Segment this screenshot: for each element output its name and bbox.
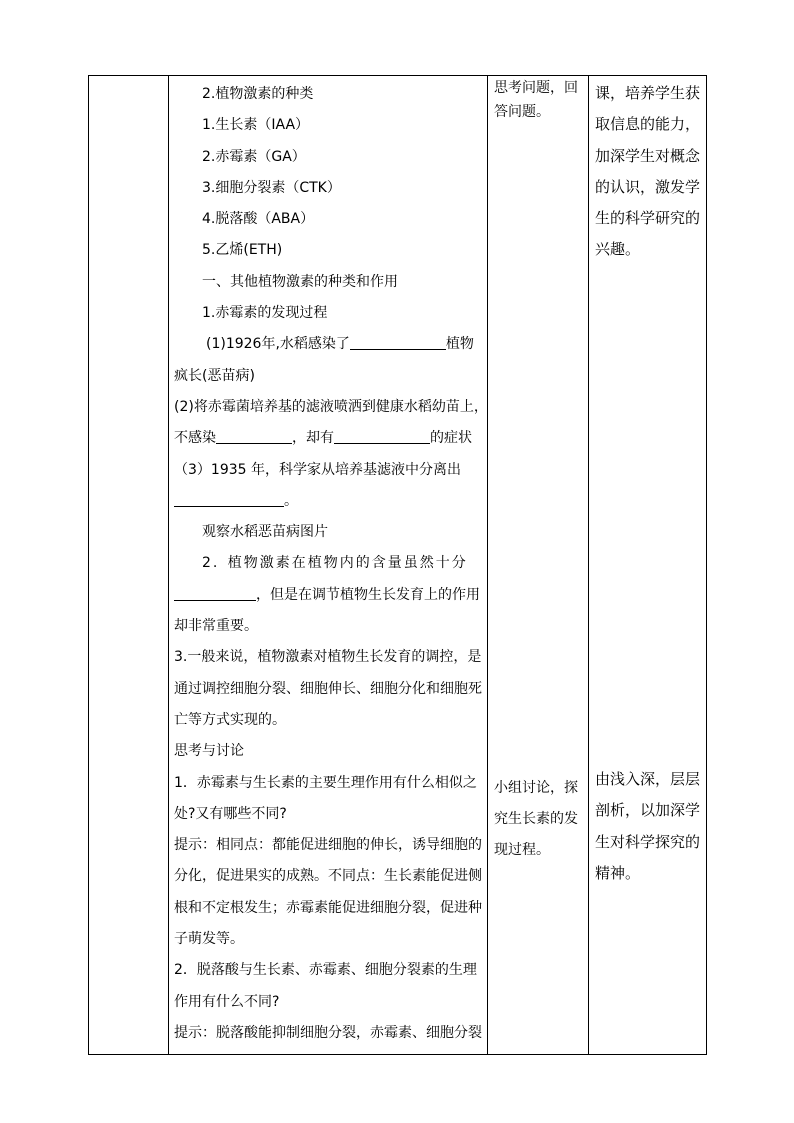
content-line: 疯长(恶苗病)	[174, 367, 255, 384]
content-line: 3.细胞分裂素（CTK）	[202, 179, 341, 196]
content-text: ，却有	[292, 430, 334, 447]
student-activity-block	[494, 773, 578, 866]
content-line: 提示：相同点：都能促进细胞的伸长，诱导细胞的	[174, 837, 482, 854]
student-line: 小组讨论，探	[494, 780, 578, 796]
content-line: 4.脱落酸（ABA）	[202, 211, 315, 228]
content-line: 观察水稻恶苗病图片	[202, 524, 328, 541]
column-divider-1	[168, 76, 169, 1054]
student-activity-block	[494, 76, 578, 124]
intent-line: 精神。	[595, 863, 641, 882]
content-text: 植物	[445, 336, 474, 353]
content-text: (1)1926年,水稻感染了	[206, 336, 350, 353]
content-line: (2)将赤霉菌培养基的滤液喷洒到健康水稻幼苗上，	[174, 398, 488, 415]
design-intent-cell	[595, 76, 707, 1054]
intent-line: 兴趣。	[595, 240, 641, 259]
content-line: 处?又有哪些不同?	[174, 805, 287, 822]
answer-blank	[174, 586, 256, 601]
content-line: 思考与讨论	[174, 743, 244, 760]
content-line: 1．赤霉素与生长素的主要生理作用有什么相似之	[174, 774, 477, 791]
student-line: 究生长素的发	[494, 811, 578, 827]
student-line: 现过程。	[494, 842, 550, 858]
content-line: 子萌发等。	[174, 931, 244, 948]
intent-line: 剖析，以加深学	[595, 801, 701, 820]
content-line: 2. 植物激素在植物内的含量虽然十分	[202, 555, 468, 572]
content-line: 却非常重要。	[174, 618, 258, 635]
fill-blank-line	[174, 329, 484, 360]
intent-line: 取信息的能力，	[595, 115, 701, 134]
content-text: 。	[284, 492, 298, 509]
student-line: 思考问题，回	[494, 80, 578, 96]
content-line: 3.一般来说，植物激素对植物生长发育的调控，是	[174, 649, 482, 666]
column-divider-2	[487, 76, 488, 1054]
content-line: 通过调控细胞分裂、细胞伸长、细胞分化和细胞死	[174, 680, 482, 697]
column-divider-3	[588, 76, 589, 1054]
content-line: 1.赤霉素的发现过程	[202, 305, 328, 322]
answer-blank	[350, 335, 446, 350]
fill-blank-line	[174, 580, 484, 611]
answer-blank	[216, 429, 292, 444]
content-text: 不感染	[174, 430, 216, 447]
fill-blank-line	[174, 423, 484, 454]
content-line: 一、其他植物激素的种类和作用	[202, 273, 398, 290]
content-line: 2.植物激素的种类	[202, 86, 314, 102]
teaching-content-cell	[174, 79, 488, 1054]
answer-blank	[174, 492, 284, 507]
intent-line: 加深学生对概念	[595, 146, 701, 165]
stage-cell	[89, 76, 168, 1054]
intent-line: 课，培养学生获	[595, 84, 701, 102]
content-line: 2．脱落酸与生长素、赤霉素、细胞分裂素的生理	[174, 962, 477, 979]
content-line: 分化，促进果实的成熟。不同点：生长素能促进侧	[174, 868, 482, 885]
intent-line: 的认识，激发学	[595, 177, 701, 196]
lesson-plan-table	[88, 75, 707, 1055]
intent-line: 生的科学研究的	[595, 209, 701, 228]
intent-line: 生对科学探究的	[595, 832, 701, 851]
fill-blank-line	[174, 486, 484, 517]
content-line: 1.生长素（IAA）	[202, 117, 310, 134]
intent-line: 由浅入深，层层	[595, 770, 701, 788]
student-line: 答问题。	[494, 104, 550, 120]
content-text: 的症状	[430, 430, 472, 447]
content-line: 根和不定根发生；赤霉素能促进细胞分裂，促进种	[174, 899, 482, 916]
design-intent-block	[595, 764, 700, 889]
design-intent-block	[595, 78, 700, 266]
student-activity-cell	[494, 76, 586, 1054]
content-line: 5.乙烯(ETH)	[202, 242, 283, 259]
content-line: 亡等方式实现的。	[174, 711, 286, 728]
content-line: （3）1935 年，科学家从培养基滤液中分离出	[174, 461, 461, 478]
answer-blank	[334, 429, 430, 444]
content-line: 作用有什么不同?	[174, 993, 280, 1010]
content-text: ，但是在调节植物生长发育上的作用	[256, 586, 480, 603]
content-line: 2.赤霉素（GA）	[202, 148, 306, 165]
content-line: 提示：脱落酸能抑制细胞分裂，赤霉素、细胞分裂	[174, 1024, 482, 1041]
